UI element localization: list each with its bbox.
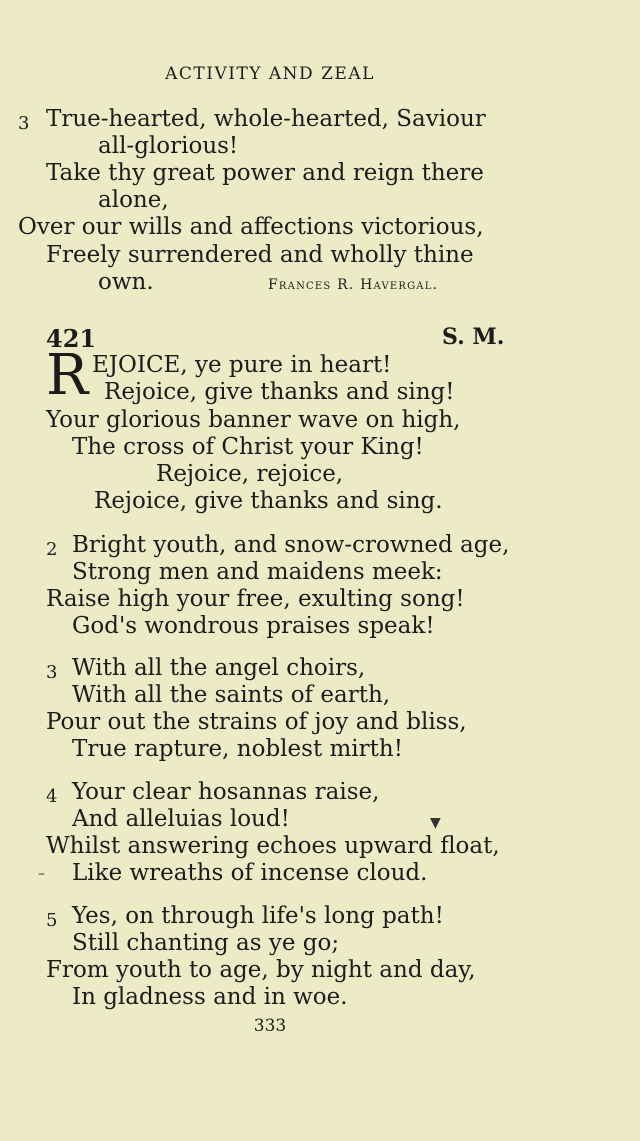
- verse-line: Rejoice, give thanks and sing!: [104, 379, 455, 405]
- verse-line: Whilst answering echoes upward float,: [46, 833, 500, 859]
- verse-line: With all the angel choirs,: [72, 655, 366, 681]
- verse-line: Raise high your free, exulting song!: [46, 586, 465, 612]
- stanza-number: 4: [46, 786, 58, 807]
- verse-line: Like wreaths of incense cloud.: [72, 860, 428, 886]
- verse-line: In gladness and in woe.: [72, 984, 348, 1010]
- verse-line: Freely surrendered and wholly thine: [46, 242, 474, 268]
- verse-line: Still chanting as ye go;: [72, 930, 340, 956]
- verse-line: Bright youth, and snow-crowned age,: [72, 532, 510, 558]
- page-number: 333: [253, 1016, 287, 1036]
- verse-line: God's wondrous praises speak!: [72, 613, 435, 639]
- verse-line: True-hearted, whole-hearted, Saviour: [46, 106, 486, 132]
- verse-line: Strong men and maidens meek:: [72, 559, 443, 585]
- author-attribution: Frances R. Havergal.: [268, 277, 439, 293]
- verse-line: all-glorious!: [98, 133, 239, 159]
- ink-speck: ▼: [430, 815, 441, 831]
- dash-mark: –: [38, 866, 45, 882]
- verse-line: Rejoice, give thanks and sing.: [94, 488, 443, 514]
- verse-line: True rapture, noblest mirth!: [72, 736, 403, 762]
- verse-line: Yes, on through life's long path!: [72, 903, 444, 929]
- verse-line: Take thy great power and reign there: [46, 160, 484, 186]
- stanza-number: 5: [46, 910, 58, 931]
- verse-line: Over our wills and affections victorious,: [18, 214, 484, 240]
- verse-line: alone,: [98, 187, 169, 213]
- hymn-number: 421: [46, 324, 97, 353]
- verse-line: EJOICE, ye pure in heart!: [92, 352, 392, 378]
- verse-line: own.: [98, 269, 154, 295]
- verse-line: From youth to age, by night and day,: [46, 957, 476, 983]
- stanza-number: 2: [46, 539, 58, 560]
- drop-cap: R: [46, 343, 89, 408]
- verse-line: The cross of Christ your King!: [72, 434, 424, 460]
- verse-line: Your clear hosannas raise,: [72, 779, 380, 805]
- page-header: ACTIVITY AND ZEAL: [165, 64, 375, 84]
- stanza-number: 3: [46, 662, 58, 683]
- verse-line: With all the saints of earth,: [72, 682, 391, 708]
- hymn-meter: S. M.: [442, 324, 505, 350]
- verse-line: Your glorious banner wave on high,: [46, 407, 461, 433]
- verse-line: And alleluias loud!: [72, 806, 290, 832]
- verse-line: Rejoice, rejoice,: [156, 461, 344, 487]
- stanza-number: 3: [18, 113, 30, 134]
- verse-line: Pour out the strains of joy and bliss,: [46, 709, 467, 735]
